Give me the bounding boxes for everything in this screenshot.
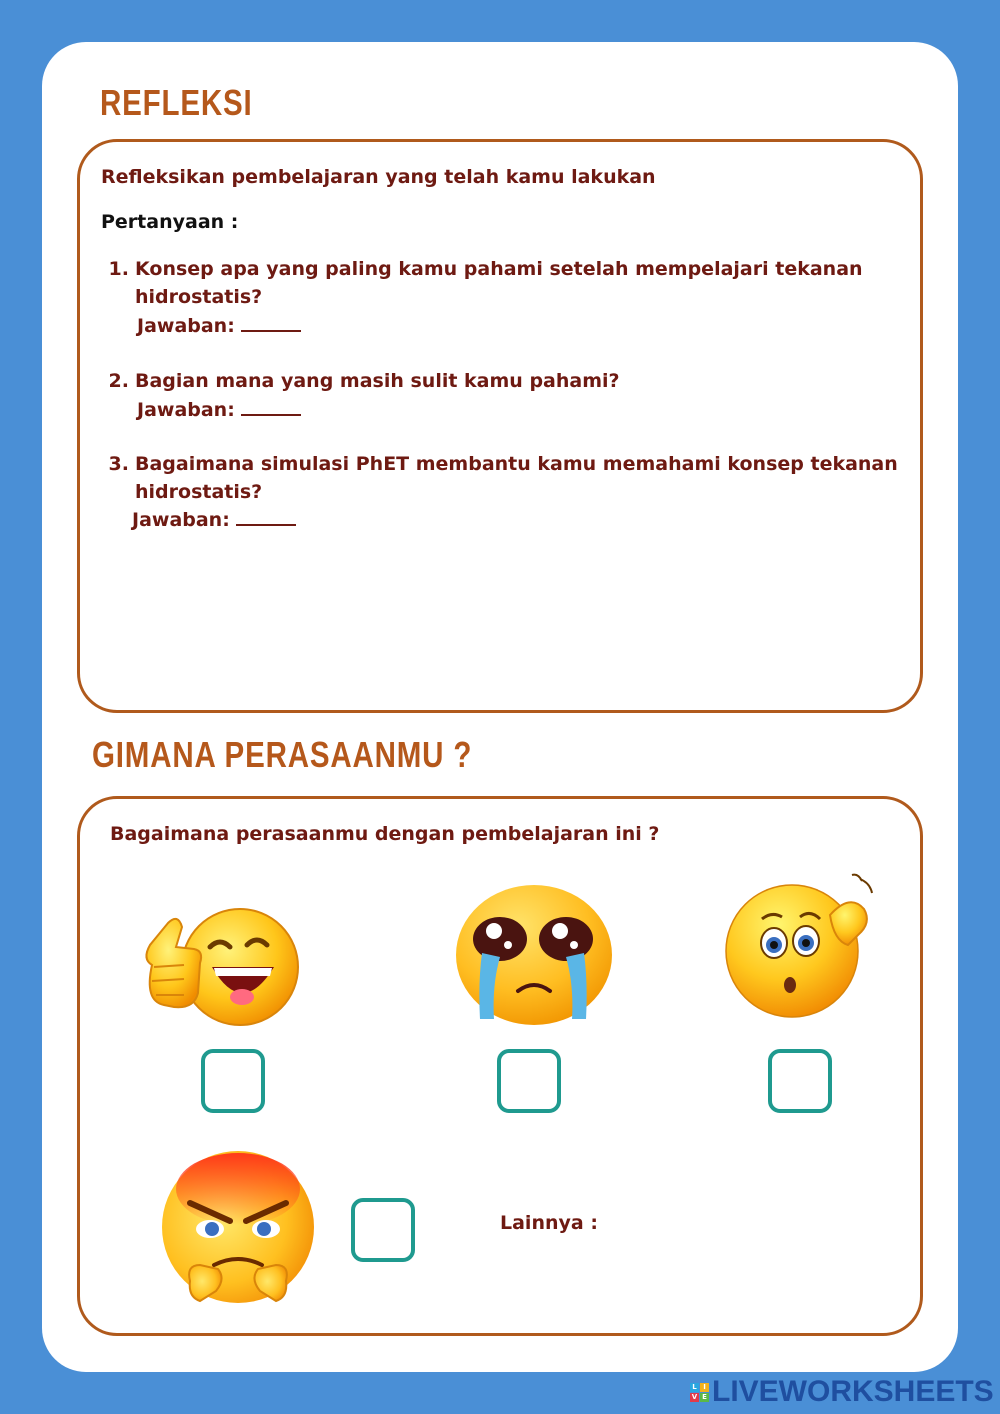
question-text: Bagian mana yang masih sulit kamu pahami? — [135, 370, 620, 392]
crying-face-icon — [452, 881, 616, 1031]
question-number: 1. — [108, 258, 129, 280]
answer-label: Jawaban: — [132, 509, 230, 531]
reflection-intro: Refleksikan pembelajaran yang telah kamu lakukan — [101, 166, 656, 188]
confused-face-icon — [720, 861, 890, 1021]
brand-name: LIVEWORKSHEETS — [712, 1375, 994, 1408]
question-text: Bagaimana simulasi PhET membantu kamu memahami konsep tekanan hidrostatis? — [135, 453, 898, 503]
perasaan-heading: GIMANA PERASAANMU ? — [92, 734, 473, 775]
checkbox-sad[interactable] — [497, 1049, 561, 1113]
question-number: 3. — [108, 453, 129, 475]
answer-3[interactable] — [132, 506, 296, 531]
checkbox-confused[interactable] — [768, 1049, 832, 1113]
question-text: Konsep apa yang paling kamu pahami setelah mempelajari tekanan hidrostatis? — [135, 258, 863, 308]
question-number: 2. — [108, 370, 129, 392]
answer-blank[interactable] — [241, 312, 301, 332]
liveworksheets-logo[interactable] — [690, 1372, 994, 1412]
answer-1[interactable] — [137, 312, 301, 337]
checkbox-happy[interactable] — [201, 1049, 265, 1113]
questions-label: Pertanyaan : — [101, 211, 239, 233]
answer-label: Jawaban: — [137, 399, 235, 421]
answer-2[interactable] — [137, 396, 301, 421]
checkbox-angry[interactable] — [351, 1198, 415, 1262]
worksheet-page — [42, 42, 958, 1372]
other-label: Lainnya : — [500, 1212, 598, 1234]
answer-label: Jawaban: — [137, 315, 235, 337]
logo-mark-icon: L I V E — [690, 1383, 709, 1402]
feelings-prompt: Bagaimana perasaanmu dengan pembelajaran ini ? — [110, 823, 660, 845]
reflection-box — [77, 139, 923, 713]
feelings-box — [77, 796, 923, 1336]
thumbs-up-laughing-icon — [132, 895, 307, 1035]
answer-blank[interactable] — [236, 506, 296, 526]
answer-blank[interactable] — [241, 396, 301, 416]
angry-face-icon — [158, 1149, 318, 1314]
refleksi-heading: REFLEKSI — [100, 82, 253, 123]
